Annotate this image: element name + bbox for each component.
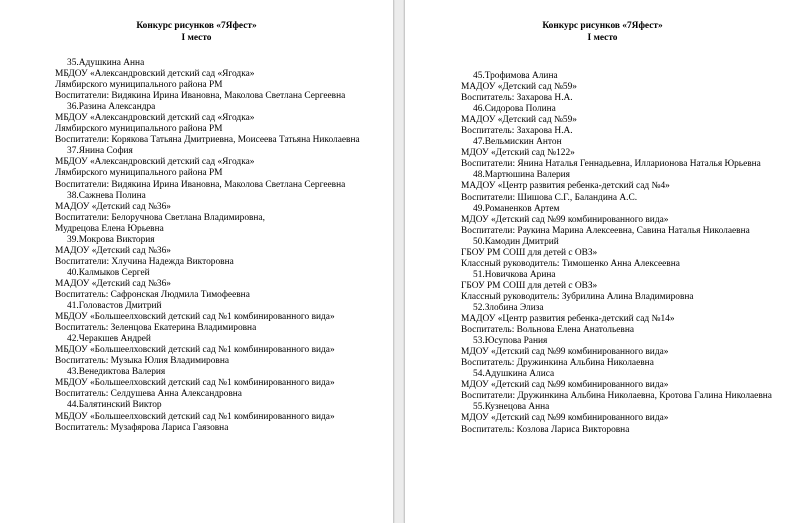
entry-institution: МАДОУ «Центр развития ребенка-детский сад №14» bbox=[461, 314, 675, 325]
page-subtitle: I место bbox=[181, 32, 212, 43]
entry-supervisor: Воспитатели: Видякина Ирина Ивановна, Маколова Светлана Сергеевна bbox=[55, 91, 346, 102]
page-title: Конкурс рисунков «7Яфест» bbox=[542, 21, 663, 31]
entry-name: 45.Трофимова Алина bbox=[473, 71, 558, 81]
entry-institution: Лямбирского муниципального района РМ bbox=[55, 124, 223, 135]
entry-institution: МБДОУ «Александровский детский сад «Ягодка» bbox=[55, 113, 255, 124]
entry-name: 54.Адушкина Алиса bbox=[473, 369, 555, 380]
entry-institution: МАДОУ «Детский сад №59» bbox=[461, 115, 577, 126]
entry-supervisor: Воспитатель: Зеленцова Екатерина Владимировна bbox=[55, 323, 257, 334]
document-page-right bbox=[404, 0, 800, 523]
entry-institution: МБДОУ «Большеелховский детский сад №1 комбинированного вида» bbox=[55, 411, 335, 422]
page-subtitle: I место bbox=[587, 32, 618, 43]
entry-name: 51.Новичкова Арина bbox=[473, 269, 556, 280]
entry-supervisor: Воспитатели: Янина Наталья Геннадьевна, Илларионова Наталья Юрьевна bbox=[461, 159, 761, 170]
entry-institution: МАДОУ «Детский сад №36» bbox=[55, 201, 171, 212]
entry-name: 48.Мартюшина Валерия bbox=[473, 170, 570, 181]
entry-institution: МБДОУ «Большеелховский детский сад №1 комбинированного вида» bbox=[55, 345, 335, 356]
entry-name: 37.Янина София bbox=[67, 146, 133, 157]
entry-supervisor: Воспитатель: Захарова Н.А. bbox=[461, 93, 573, 104]
entry-name: 43.Венедиктова Валерия bbox=[67, 367, 166, 378]
entry-institution: МДОУ «Детский сад №99 комбинированного вида» bbox=[461, 214, 669, 225]
entry-institution: МАДОУ «Детский сад №59» bbox=[461, 82, 577, 93]
entry-institution: МБДОУ «Большеелховский детский сад №1 комбинированного вида» bbox=[55, 378, 335, 389]
entry-supervisor: Воспитатель: Селдушева Анна Александровна bbox=[55, 389, 242, 400]
entry-supervisor: Воспитатели: Хлучина Надежда Викторовна bbox=[55, 256, 234, 267]
entry-supervisor: Воспитатель: Музыка Юлия Владимировна bbox=[55, 356, 230, 367]
entry-supervisor: Воспитатель: Козлова Лариса Викторовна bbox=[461, 424, 630, 435]
entry-supervisor: Воспитатель: Сафронская Людмила Тимофеевна bbox=[55, 289, 250, 300]
entry-name: 41.Головастов Дмитрий bbox=[67, 301, 162, 312]
entry-name: 50.Камодин Дмитрий bbox=[473, 236, 559, 247]
entry-name: 44.Балятинский Виктор bbox=[67, 400, 162, 411]
entry-supervisor: Воспитатели: Корякова Татьяна Дмитриевна, Моисеева Татьяна Николаевна bbox=[55, 135, 360, 146]
entry-supervisor: Воспитатели: Раукина Марина Алексеевна, Савина Наталья Николаевна bbox=[461, 225, 750, 236]
entry-supervisor: Воспитатели: Дружинкина Альбина Николаевна, Кротова Галина Николаевна bbox=[461, 391, 772, 402]
entry-supervisor: Воспитатель: Дружинкина Альбина Николаевна bbox=[461, 358, 654, 369]
page-header bbox=[405, 21, 800, 44]
entry-name: 36.Разина Александра bbox=[67, 102, 156, 113]
entry-name: 47.Вельмискин Антон bbox=[473, 137, 562, 148]
entry-institution: МДОУ «Детский сад №99 комбинированного вида» bbox=[461, 413, 669, 424]
entry-supervisor: Классный руководитель: Тимошенко Анна Алексеевна bbox=[461, 258, 680, 269]
entry-name: 46.Сидорова Полина bbox=[473, 104, 556, 115]
entry-institution: Лямбирского муниципального района РМ bbox=[55, 80, 223, 91]
entry-name: 40.Калмыков Сергей bbox=[67, 267, 150, 278]
entry-institution: ГБОУ РМ СОШ для детей с ОВЗ» bbox=[461, 280, 598, 291]
entry-supervisor: Воспитатели: Видякина Ирина Ивановна, Маколова Светлана Сергеевна bbox=[55, 179, 346, 190]
entry-name: 38.Сажнева Полина bbox=[67, 190, 146, 201]
page-header bbox=[0, 21, 393, 44]
entry-institution: МБДОУ «Большеелховский детский сад №1 комбинированного вида» bbox=[55, 312, 335, 323]
entry-institution: МБДОУ «Александровский детский сад «Ягодка» bbox=[55, 69, 255, 80]
entry-supervisor: Воспитатель: Вольнова Елена Анатольевна bbox=[461, 325, 634, 336]
entry-institution: МДОУ «Детский сад №99 комбинированного вида» bbox=[461, 347, 669, 358]
entry-supervisor: Воспитатели: Шишова С.Г., Баландина А.С. bbox=[461, 192, 638, 203]
page-title: Конкурс рисунков «7Яфест» bbox=[136, 21, 257, 31]
entry-name: 42.Черакшев Андрей bbox=[67, 334, 151, 345]
entry-institution: Лямбирского муниципального района РМ bbox=[55, 168, 223, 179]
entry-supervisor: Воспитатели: Белоручнова Светлана Владимировна, bbox=[55, 212, 265, 223]
entry-name: 52.Злобина Элиза bbox=[473, 302, 544, 313]
entry-supervisor: Воспитатель: Музафярова Лариса Гаязовна bbox=[55, 422, 229, 433]
entry-name: 39.Мокрова Виктория bbox=[67, 234, 155, 245]
entry-institution: МАДОУ «Центр развития ребенка-детский сад №4» bbox=[461, 181, 670, 192]
entry-name: 49.Романенков Артем bbox=[473, 203, 560, 214]
entry-institution: МАДОУ «Детский сад №36» bbox=[55, 278, 171, 289]
entry-name: 55.Кузнецова Анна bbox=[473, 402, 550, 413]
entry-name: 53.Юсупова Рания bbox=[473, 336, 548, 347]
entry-supervisor: Классный руководитель: Зубрилина Алина Владимировна bbox=[461, 291, 694, 302]
entry-institution: МАДОУ «Детский сад №36» bbox=[55, 245, 171, 256]
entry-name: 35.Адушкина Анна bbox=[67, 58, 145, 68]
entry-institution: ГБОУ РМ СОШ для детей с ОВЗ» bbox=[461, 247, 598, 258]
entry-institution: МДОУ «Детский сад №99 комбинированного вида» bbox=[461, 380, 669, 391]
entry-list bbox=[55, 58, 387, 434]
entry-institution: МДОУ «Детский сад №122» bbox=[461, 148, 575, 159]
entry-institution: МБДОУ «Александровский детский сад «Ягодка» bbox=[55, 157, 255, 168]
document-page-left bbox=[0, 0, 394, 523]
entry-supervisor: Воспитатель: Захарова Н.А. bbox=[461, 126, 573, 137]
entry-list bbox=[461, 71, 794, 436]
entry-supervisor: Мудрецова Елена Юрьевна bbox=[55, 223, 164, 234]
